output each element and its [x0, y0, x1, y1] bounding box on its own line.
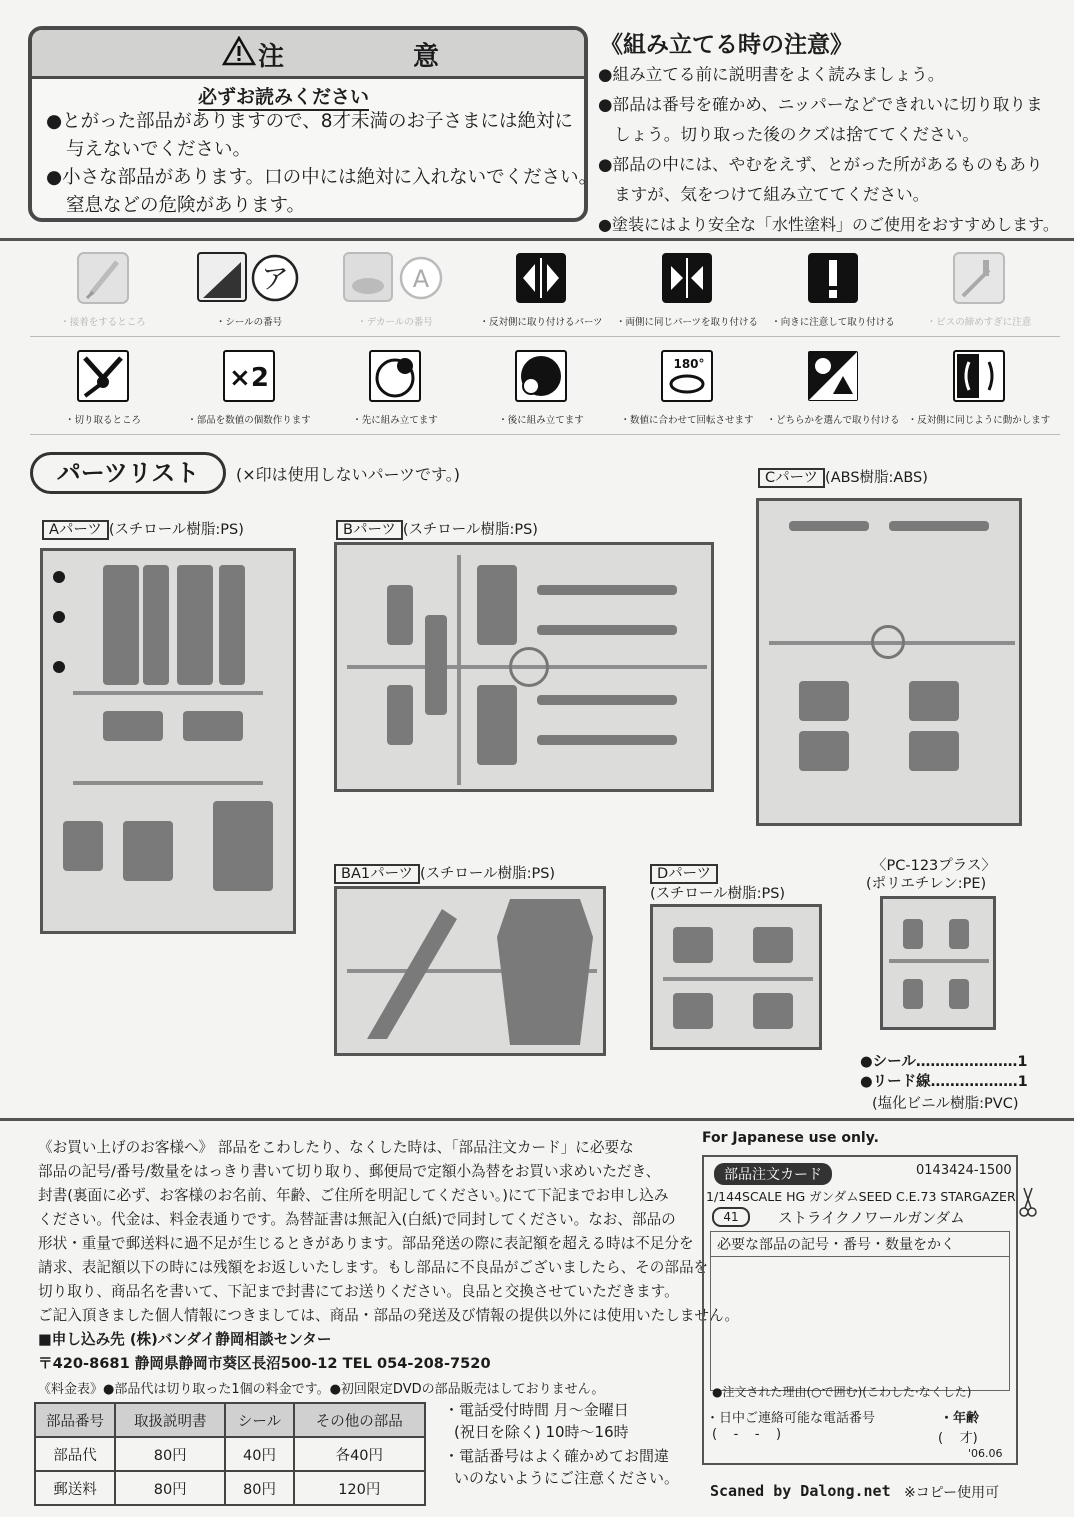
- runner-c-tag: [758, 466, 928, 487]
- runner-part: [425, 615, 447, 715]
- symbol-label: ・先に組み立てます: [352, 415, 438, 426]
- runner-a-tag: [42, 518, 244, 539]
- symbol-label: ・向きに注意して取り付ける: [771, 317, 895, 328]
- runner-b: [334, 542, 714, 792]
- symbol-cell: [614, 242, 760, 334]
- runner-part: [909, 731, 959, 771]
- card-number: 41: [712, 1207, 750, 1227]
- runner-a-material: (スチロール樹脂:PS): [108, 522, 244, 538]
- choose-icon: [807, 350, 859, 402]
- runner-part: [183, 711, 243, 741]
- apply-to: ■申し込み先 (株)バンダイ静岡相談センター: [38, 1331, 332, 1348]
- runner-bar: [73, 781, 263, 785]
- symbol-cell: [906, 242, 1052, 334]
- rotate-180-icon: [661, 350, 713, 402]
- customer-line: 切り取り、商品名を書いて、下記まで封書にてお送りください。良品と交換させていただきます。: [38, 1283, 679, 1300]
- runner-c-label: Cパーツ: [758, 468, 825, 488]
- card-reason: ●注文された理由(○で囲む)(こわした·なくした): [712, 1385, 972, 1399]
- parts-list-title: パーツリスト: [30, 452, 226, 494]
- decal-icon: [343, 252, 447, 304]
- caution-title: 注 意: [258, 42, 500, 72]
- customer-line: 封書(裏面に必ず、お客様のお名前、年齢、ご住所を明記してください。)にて下記までお申し込み: [38, 1187, 669, 1204]
- runner-b-tag: [336, 518, 538, 539]
- runner-ring: [509, 647, 549, 687]
- runner-b-label: Bパーツ: [336, 520, 403, 540]
- assembly-title: 《組み立てる時の注意》: [600, 32, 853, 58]
- fee-cell: 80円: [225, 1471, 293, 1505]
- runner-bar: [889, 959, 989, 963]
- runner-part: [103, 711, 163, 741]
- symbol-label: ・数値に合わせて回転させます: [620, 415, 754, 426]
- symbol-label: ・反対側に取り付けるパーツ: [479, 317, 603, 328]
- nipper-icon: [77, 350, 129, 402]
- fee-cell: 部品代: [35, 1437, 115, 1471]
- customer-line: 《お買い上げのお客様へ》 部品をこわしたり、なくした時は、「部品注文カード」に必要な: [38, 1139, 634, 1156]
- symbol-cell: [468, 242, 614, 334]
- symbol-cell: [322, 242, 468, 334]
- symbol-cell: [468, 340, 614, 432]
- phone-line: ・電話番号はよく確かめてお間違: [444, 1447, 670, 1465]
- multiply-icon: [223, 350, 275, 402]
- order-card: [702, 1155, 1018, 1465]
- runner-part: [123, 821, 173, 881]
- runner-d-label: Dパーツ: [650, 864, 718, 884]
- runner-ba1-tag: [334, 862, 555, 883]
- card-need-box[interactable]: [710, 1231, 1010, 1391]
- section-divider: [0, 238, 1074, 241]
- symbol-cell: [760, 242, 906, 334]
- card-age-label: ・年齢: [940, 1411, 980, 1426]
- symbol-label: ・ビスの締めすぎに注意: [926, 317, 1032, 328]
- card-code: 0143424-1500: [916, 1163, 1012, 1178]
- symbol-cell: [322, 340, 468, 432]
- assembly-line: ますが、気をつけて組み立ててください。: [614, 185, 930, 204]
- runner-part: [537, 585, 677, 595]
- section-divider: [0, 1118, 1074, 1121]
- runner-c: [756, 498, 1022, 826]
- symbol-cell: [176, 242, 322, 334]
- runner-part: [103, 565, 139, 685]
- mirror-move-icon: [953, 350, 1005, 402]
- runner-part: [387, 685, 413, 745]
- symbol-cell: [906, 340, 1052, 432]
- runner-a-label: Aパーツ: [42, 520, 109, 540]
- fee-cell: 郵送料: [35, 1471, 115, 1505]
- runner-bar: [663, 977, 813, 981]
- runner-part: [537, 625, 677, 635]
- runner-part: [949, 919, 969, 949]
- caution-line: 与えないでください。: [66, 139, 252, 160]
- card-product: 1/144SCALE HG ガンダムSEED C.E.73 STARGAZER: [706, 1189, 1016, 1204]
- card-date: '06.06: [968, 1447, 1003, 1460]
- exclamation-icon: [807, 252, 859, 304]
- fee-header: その他の部品: [294, 1403, 425, 1437]
- runner-part: [673, 927, 713, 963]
- runner-part: [477, 685, 517, 765]
- runner-ba1-label: BA1パーツ: [334, 864, 420, 884]
- symbol-label: ・部品を数値の個数作ります: [187, 415, 311, 426]
- pc-label: 〈PC-123プラス〉: [872, 858, 996, 874]
- copy-note: ※コピー使用可: [904, 1485, 1000, 1501]
- decal-letter: A: [412, 265, 430, 293]
- runner-pc: [880, 896, 996, 1030]
- symbol-label: ・反対側に同じように動かします: [907, 415, 1051, 426]
- fee-cell: 各40円: [294, 1437, 425, 1471]
- runner-d-material: (スチロール樹脂:PS): [650, 886, 786, 902]
- caution-box: [28, 26, 598, 222]
- runner-part: [213, 801, 273, 891]
- symbol-cell: [30, 340, 176, 432]
- runner-part: [177, 565, 213, 685]
- assembly-line: しょう。切り取った後のクズは捨ててください。: [614, 125, 979, 144]
- glue-brush-icon: [77, 252, 129, 304]
- scan-credit: Scaned by Dalong.net: [710, 1482, 891, 1500]
- ba1-blade: [347, 899, 467, 1049]
- runner-part: [219, 565, 245, 685]
- runner-part: [789, 521, 869, 531]
- scissors-icon: [1018, 1186, 1038, 1220]
- ba1-shield: [495, 897, 595, 1047]
- fee-header: 部品番号: [35, 1403, 115, 1437]
- runner-c-material: (ABS樹脂:ABS): [825, 470, 928, 486]
- symbol-label: ・デカールの番号: [357, 317, 433, 328]
- card-name: ストライクノワールガンダム: [778, 1211, 965, 1227]
- card-title: 部品注文カード: [714, 1163, 832, 1185]
- customer-line: ご記入頂きました個人情報につきましては、商品・部品の発送及び情報の提供以外には使用いたしません。: [38, 1307, 740, 1324]
- seal-count: ●シール…………………1: [860, 1054, 1028, 1070]
- warning-icon: [222, 36, 256, 66]
- symbol-label: ・どちらかを選んで取り付ける: [766, 415, 900, 426]
- card-age-field[interactable]: ( 才): [938, 1431, 978, 1446]
- card-tel-field[interactable]: ( - - ): [712, 1427, 782, 1442]
- runner-part: [889, 521, 989, 531]
- japan-only: For Japanese use only.: [702, 1130, 879, 1146]
- customer-line: 形状・重量で郵送料に過不足が生じるときがあります。部品発送の際に表記額を超える時は不足分を: [38, 1235, 694, 1252]
- sticker-letter: ア: [260, 262, 290, 295]
- caution-line: 窒息などの危険があります。: [66, 195, 306, 216]
- runner-part: [673, 993, 713, 1029]
- symbol-cell: [30, 242, 176, 334]
- grid-line: [30, 336, 1060, 337]
- runner-part: [537, 735, 677, 745]
- assembly-line: ●塗装にはより安全な「水性塗料」のご使用をおすすめします。: [598, 215, 1059, 234]
- symbol-label: ・両側に同じパーツを取り付ける: [615, 317, 759, 328]
- card-tel-label: ・日中ご連絡可能な電話番号: [706, 1411, 876, 1426]
- fee-table: [34, 1402, 426, 1506]
- fee-cell: 80円: [115, 1437, 225, 1471]
- fee-cell: 40円: [225, 1437, 293, 1471]
- card-need-label: 必要な部品の記号・番号・数量をかく: [711, 1232, 1009, 1257]
- fee-row: [35, 1437, 425, 1471]
- runner-b-material: (スチロール樹脂:PS): [402, 522, 538, 538]
- symbol-row-1: [30, 242, 1060, 334]
- runner-part: [903, 919, 923, 949]
- parts-list-note: (×印は使用しないパーツです。): [236, 465, 460, 484]
- runner-ring: [871, 625, 905, 659]
- part-number: [53, 661, 65, 673]
- fee-header-row: [35, 1403, 425, 1437]
- runner-bar: [73, 691, 263, 695]
- runner-part: [909, 681, 959, 721]
- customer-line: 請求、表記額以下の時には残額をお返しいたします。もし部品に不良品がございましたら、その部品を: [38, 1259, 709, 1276]
- runner-part: [63, 821, 103, 871]
- runner-a: [40, 548, 296, 934]
- runner-part: [799, 731, 849, 771]
- symbol-cell: [614, 340, 760, 432]
- fee-header: 取扱説明書: [115, 1403, 225, 1437]
- address: 〒420-8681 静岡県静岡市葵区長沼500-12 TEL 054-208-7520: [38, 1355, 491, 1372]
- assembly-line: ●組み立てる前に説明書をよく読みましょう。: [598, 65, 945, 84]
- fee-cell: 120円: [294, 1471, 425, 1505]
- runner-d-tag: [650, 862, 718, 883]
- symbol-label: ・接着をするところ: [60, 317, 146, 328]
- rotate-text: 180°: [673, 357, 705, 371]
- multiply-text: ×2: [229, 363, 269, 393]
- fee-row: [35, 1471, 425, 1505]
- symbol-row-2: [30, 340, 1060, 432]
- runner-part: [799, 681, 849, 721]
- grid-line: [30, 434, 1060, 435]
- symbol-cell: [760, 340, 906, 432]
- assemble-first-icon: [369, 350, 421, 402]
- arrows-same-icon: [661, 252, 713, 304]
- part-number: [53, 571, 65, 583]
- phone-line: いのないようにご注意ください。: [454, 1469, 680, 1487]
- caution-subtitle: 必ずお読みください: [198, 82, 369, 111]
- screw-icon: [953, 252, 1005, 304]
- runner-ba1-material: (スチロール樹脂:PS): [420, 866, 556, 882]
- part-number: [53, 611, 65, 623]
- sticker-icon: [197, 252, 301, 304]
- phone-line: ・電話受付時間 月〜金曜日: [444, 1401, 629, 1419]
- phone-line: (祝日を除く) 10時〜16時: [454, 1423, 629, 1441]
- customer-line: 部品の記号/番号/数量をはっきり書いて切り取り、郵便局で定額小為替をお買い求めいただき、: [38, 1163, 661, 1180]
- assembly-line: ●部品は番号を確かめ、ニッパーなどできれいに切り取りま: [598, 95, 1043, 114]
- runner-part: [753, 993, 793, 1029]
- caution-line: ●小さな部品があります。口の中には絶対に入れないでください。: [46, 167, 598, 188]
- runner-part: [537, 695, 677, 705]
- runner-d: [650, 904, 822, 1050]
- caution-line: ●とがった部品がありますので、8才未満のお子さまには絶対に: [46, 111, 574, 132]
- runner-bar: [457, 555, 461, 785]
- pvc-material: (塩化ビニル樹脂:PVC): [872, 1096, 1019, 1112]
- customer-line: ください。代金は、料金表通りです。為替証書は無記入(白紙)で同封してください。なお、部品の: [38, 1211, 676, 1228]
- runner-part: [903, 979, 923, 1009]
- runner-part: [949, 979, 969, 1009]
- assemble-later-icon: [515, 350, 567, 402]
- symbol-cell: [176, 340, 322, 432]
- assembly-line: ●部品の中には、やむをえず、とがった所があるものもあり: [598, 155, 1043, 174]
- fee-header: シール: [225, 1403, 293, 1437]
- runner-part: [753, 927, 793, 963]
- symbol-label: ・後に組み立てます: [498, 415, 584, 426]
- runner-ba1: [334, 886, 606, 1056]
- fee-note: 《料金表》●部品代は切り取った1個の料金です。●初回限定DVDの部品販売はしておりません。: [38, 1382, 605, 1397]
- pc-material: (ポリエチレン:PE): [866, 876, 987, 892]
- lead-count: ●リード線………………1: [860, 1074, 1028, 1090]
- arrows-opposite-icon: [515, 252, 567, 304]
- runner-part: [387, 585, 413, 645]
- symbol-label: ・切り取るところ: [64, 415, 141, 426]
- symbol-label: ・シールの番号: [215, 317, 283, 328]
- runner-part: [477, 565, 517, 645]
- fee-cell: 80円: [115, 1471, 225, 1505]
- runner-part: [143, 565, 169, 685]
